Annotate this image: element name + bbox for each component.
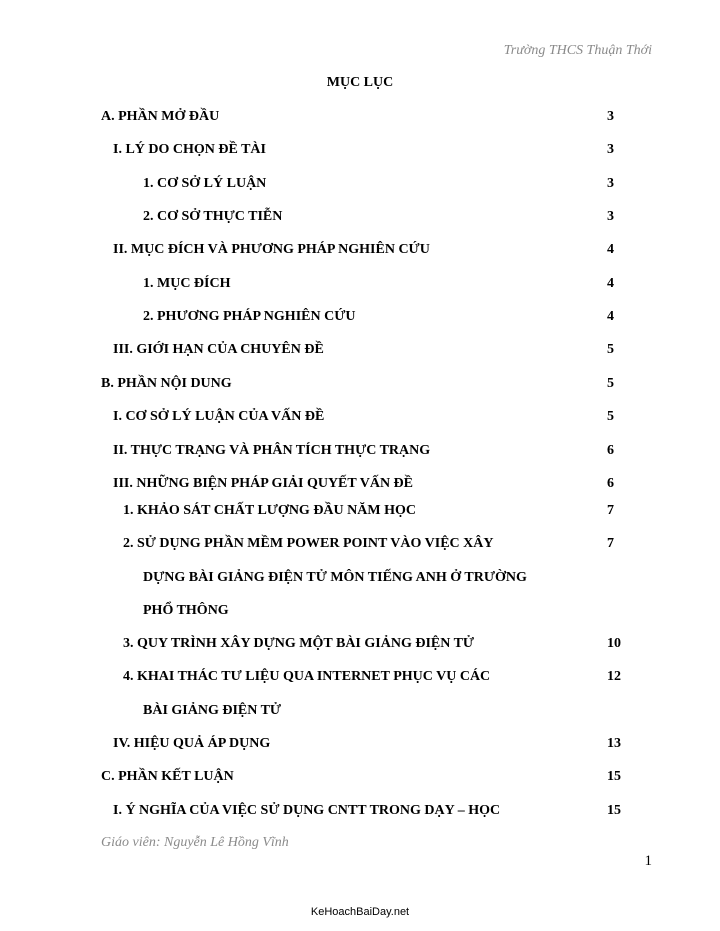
toc-entry-page: 6 [607,476,614,491]
toc-entry [0,274,720,294]
toc-entry-label: 2. PHƯƠNG PHÁP NGHIÊN CỨU [143,309,356,324]
toc-entry-label: PHỔ THÔNG [143,603,229,618]
toc-entry-page: 7 [607,503,614,518]
toc-entry [0,501,720,521]
toc-entry-page: 4 [607,276,614,291]
toc-entry-page: 10 [607,636,621,651]
toc-entry-page: 3 [607,209,614,224]
toc-entry [0,701,720,721]
toc-entry [0,140,720,160]
toc-entry-page: 5 [607,376,614,391]
toc-entry-page: 15 [607,803,621,818]
toc-entry-page: 6 [607,443,614,458]
toc-entry [0,634,720,654]
toc-entry [0,801,720,821]
toc-entry-page: 12 [607,669,621,684]
toc-entry-label: 4. KHAI THÁC TƯ LIỆU QUA INTERNET PHỤC VỤ CÁC [123,669,491,684]
toc-entry [0,534,720,554]
toc-entry [0,340,720,360]
toc-entry-label: 1. KHẢO SÁT CHẤT LƯỢNG ĐẦU NĂM HỌC [123,503,416,518]
toc-entry [0,568,720,588]
toc-entry-page: 15 [607,769,621,784]
toc-entry-page: 7 [607,536,614,551]
header-school: Trường THCS Thuận Thới [503,43,652,58]
toc-entry [0,174,720,194]
toc-entry [0,734,720,754]
toc-entry [0,767,720,787]
toc-entry [0,374,720,394]
toc-entry [0,667,720,687]
toc-entry-page: 4 [607,309,614,324]
toc-entry-label: 2. CƠ SỞ THỰC TIỄN [143,209,283,224]
toc-entry-page: 3 [607,176,614,191]
toc-entry [0,307,720,327]
page-number: 1 [644,853,652,869]
toc-entry-label: DỰNG BÀI GIẢNG ĐIỆN TỬ MÔN TIẾNG ANH Ở TRƯỜNG [143,570,527,585]
toc-entry-label: I. CƠ SỞ LÝ LUẬN CỦA VẤN ĐỀ [113,409,325,424]
toc-entry-page: 3 [607,109,614,124]
toc-entry-label: 1. MỤC ĐÍCH [143,276,231,291]
toc-entry-label: 1. CƠ SỞ LÝ LUẬN [143,176,267,191]
toc-entry-label: B. PHẦN NỘI DUNG [101,376,232,391]
toc-entry-label: IV. HIỆU QUẢ ÁP DỤNG [113,736,271,751]
toc-entry [0,474,720,494]
toc-entry-label: A. PHẦN MỞ ĐẦU [101,109,220,124]
toc-entry-label: I. Ý NGHĨA CỦA VIỆC SỬ DỤNG CNTT TRONG DẠY – HỌC [113,803,501,818]
toc-entry-label: III. GIỚI HẠN CỦA CHUYÊN ĐỀ [113,342,324,357]
toc-entry-label: II. THỰC TRẠNG VÀ PHÂN TÍCH THỰC TRẠNG [113,443,431,458]
footer-teacher: Giáo viên: Nguyễn Lê Hồng Vĩnh [101,835,289,850]
toc-entry [0,107,720,127]
toc-entry [0,601,720,621]
toc-entry-page: 5 [607,342,614,357]
site-watermark: KeHoachBaiDay.net [310,906,410,918]
toc-entry [0,207,720,227]
toc-entry-page: 5 [607,409,614,424]
toc-entry-label: 3. QUY TRÌNH XÂY DỰNG MỘT BÀI GIẢNG ĐIỆN TỬ [123,636,475,651]
toc-entry-label: BÀI GIẢNG ĐIỆN TỬ [143,703,282,718]
toc-entry-label: 2. SỬ DỤNG PHẦN MỀM POWER POINT VÀO VIỆC XÂY [123,536,494,551]
toc-entry-label: II. MỤC ĐÍCH VÀ PHƯƠNG PHÁP NGHIÊN CỨU [113,242,430,257]
toc-entry-label: III. NHỮNG BIỆN PHÁP GIẢI QUYẾT VẤN ĐỀ [113,476,414,491]
toc-entry [0,441,720,461]
toc-entry-label: I. LÝ DO CHỌN ĐỀ TÀI [113,142,266,157]
toc-entry-label: C. PHẦN KẾT LUẬN [101,769,234,784]
toc-entry-page: 3 [607,142,614,157]
toc-entry-page: 4 [607,242,614,257]
toc-entry [0,407,720,427]
page-title: MỤC LỤC [326,75,394,90]
toc-entry-page: 13 [607,736,621,751]
toc-entry [0,240,720,260]
